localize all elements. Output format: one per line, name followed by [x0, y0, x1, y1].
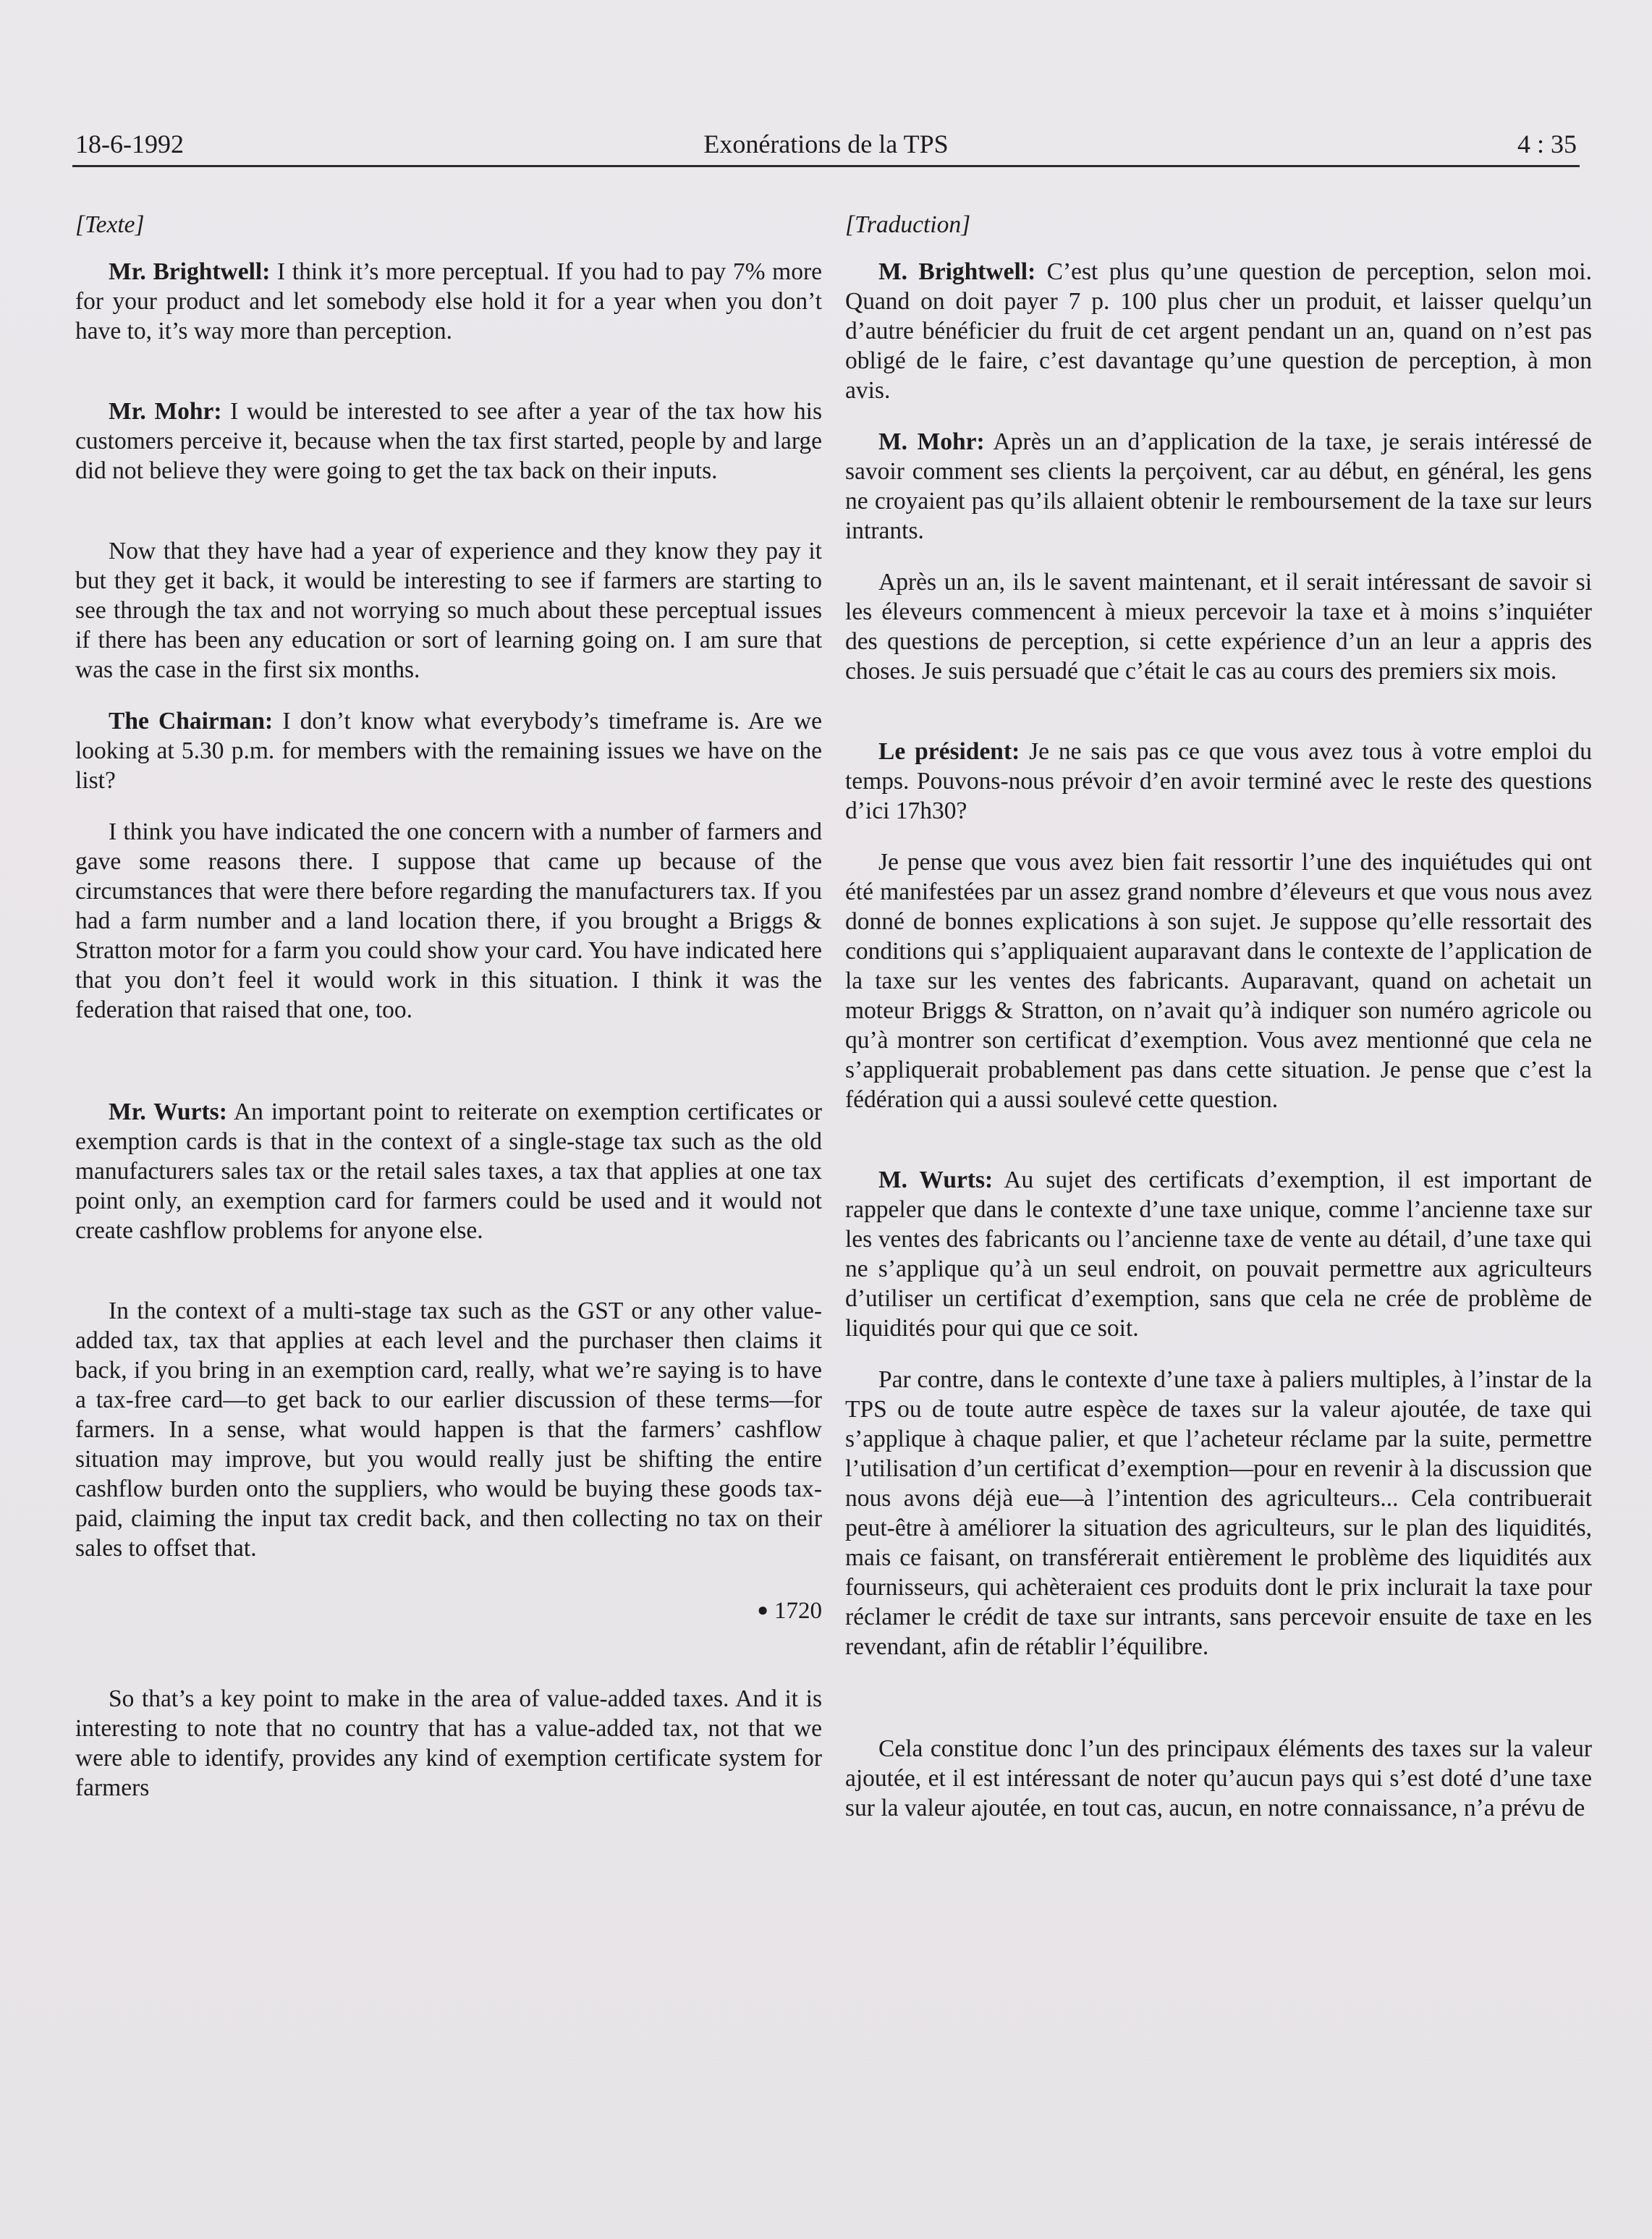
paragraph: So that’s a key point to make in the area of value-added taxes. And it is interesting to note that no country that has a value-added tax, not that we were able to identify, provides any kind of exemption certificate system for farmers — [75, 1685, 822, 1801]
paragraph-text: I don’t know what everybody’s timeframe is. Are we looking at 5.30 p.m. for members with the remaining issues we have on the list? — [75, 708, 822, 794]
speaker-name: Mr. Wurts: — [109, 1099, 227, 1125]
paragraph — [75, 706, 822, 795]
french-column — [845, 210, 1592, 1845]
speaker-name: M. Brightwell: — [878, 258, 1036, 285]
paragraph-text: I would be interested to see after a year of the tax how his customers perceive it, because when the tax first started, people by and large did not believe they were going to get the tax back on their inputs. — [75, 398, 823, 484]
paragraph — [845, 257, 1592, 405]
paragraph-text: Je ne sais pas ce que vous avez tous à votre emploi du temps. Pouvons-nous prévoir d’en avoir terminé avec le reste des questions d’ici 17h30? — [845, 738, 1592, 824]
paragraph: I think you have indicated the one concern with a number of farmers and gave some reasons there. I suppose that came up because of the circumstances that were there before regarding the manufacturers tax. If you had a farm number and a land location there, if you brought a Briggs & Stratton motor for a farm you could show your card. You have indicated here that you don’t feel it would work in this situation. I think it was the federation that raised that one, too. — [75, 818, 822, 1023]
paragraph — [75, 257, 822, 346]
paragraph — [845, 737, 1592, 826]
column-label-traduction: [Traduction] — [845, 211, 971, 238]
paragraph — [75, 397, 822, 486]
speaker-name: Le président: — [878, 738, 1020, 765]
bullet-icon: ● — [757, 1599, 768, 1620]
paragraph-text: I think it’s more perceptual. If you had to pay 7% more for your product and let somebody else hold it for a year when you don’t have to, it’s way more than perception. — [75, 258, 822, 344]
english-column — [75, 210, 822, 1824]
speaker-name: Mr. Mohr: — [109, 398, 222, 425]
paragraph: Par contre, dans le contexte d’une taxe à paliers multiples, à l’instar de la TPS ou de toute autre espèce de taxes sur la valeur ajoutée, de taxe qui s’applique à chaque palier, et que l’acheteur réclame par la suite, permettre l’utilisation d’un certificat d’exemption—pour en revenir à la discussion que nous avons déjà eue—à l’intention des agriculteurs... Cela contribuerait peut-être à améliorer la situation des agriculteurs, sur le plan des liquidités, mais ce faisant, on transférerait entièrement le problème des liquidités aux fournisseurs, qui achèteraient ces produits dont le prix inclurait la taxe pour réclamer le crédit de taxe sur intrants, sans percevoir ensuite de taxe en les revendant, afin de rétablir l’équilibre. — [845, 1366, 1592, 1660]
header-title: Exonérations de la TPS — [703, 130, 949, 158]
column-label-texte: [Texte] — [75, 211, 145, 238]
running-header — [72, 122, 1580, 167]
header-date: 18-6-1992 — [75, 130, 184, 158]
speaker-name: M. Wurts: — [878, 1167, 994, 1193]
paragraph-text: An important point to reiterate on exemption certificates or exemption cards is that in the context of a single-stage tax such as the old manufacturers sales tax or the retail sales taxes, a tax that applies at one tax point only, an exemption card for farmers could be used and it would not create cashflow problems for anyone else. — [75, 1099, 823, 1244]
paragraph: Now that they have had a year of experience and they know they pay it but they get it back, it would be interesting to see if farmers are starting to see through the tax and not worrying so much about these perceptual issues if there has been any education or sort of learning going on. I am sure that was the case in the first six months. — [75, 538, 822, 683]
paragraph-text: Au sujet des certificats d’exemption, il est important de rappeler que dans le contexte d’une taxe unique, comme l’ancienne taxe sur les ventes des fabricants ou l’ancienne taxe de vente au détail, d’une taxe qui ne s’applique qu’à un seul endroit, on pouvait permettre aux agriculteurs d’utiliser un certificat d’exemption, sans que cela ne crée de problème de liquidités pour qui que ce soit. — [845, 1167, 1592, 1342]
paragraph-text: Après un an d’application de la taxe, je serais intéressé de savoir comment ses clients la perçoivent, car au début, en général, les gens ne croyaient pas qu’ils allaient obtenir le remboursement de la taxe sur leurs intrants. — [845, 428, 1592, 544]
header-page-number: 4 : 35 — [1517, 130, 1577, 158]
speaker-name: M. Mohr: — [878, 428, 985, 455]
paragraph — [845, 1165, 1592, 1343]
speaker-name: The Chairman: — [109, 708, 274, 735]
paragraph — [845, 427, 1592, 546]
paragraph-text: C’est plus qu’une question de perception, selon moi. Quand on doit payer 7 p. 100 plus cher un produit, et laisser quelqu’un d’autre bénéficier du fruit de cet argent pendant un an, quand on n’est pas obligé de le faire, c’est davantage qu’une question de perception, à mon avis. — [845, 258, 1592, 404]
paragraph: Après un an, ils le savent maintenant, et il serait intéressant de savoir si les éleveurs commencent à mieux percevoir la taxe et à moins s’inquiéter des questions de perception, si cette expérience d’un an leur a appris des choses. Je suis persuadé que c’était le cas au cours des premiers six mois. — [845, 569, 1592, 685]
paragraph: Cela constitue donc l’un des principaux éléments des taxes sur la valeur ajoutée, et il est intéressant de noter qu’aucun pays qui s’est doté d’une taxe sur la valeur ajoutée, en tout cas, aucun, en notre connaissance, n’a prévu de — [845, 1735, 1592, 1821]
paragraph: Je pense que vous avez bien fait ressortir l’une des inquiétudes qui ont été manifestées par un assez grand nombre d’éleveurs et que vous nous avez donné de bonnes explications à son sujet. Je suppose qu’elle ressortait des conditions qui s’appliquaient auparavant dans le contexte de l’application de la taxe sur les ventes des fabricants. Auparavant, quand on achetait un moteur Briggs & Stratton, on n’avait qu’à indiquer son numéro agricole ou qu’à montrer son certificat d’exemption. Vous avez mentionné que cela ne s’appliquerait probablement pas dans cette situation. Je pense que c’est la fédération qui a aussi soulevé cette question. — [845, 849, 1592, 1113]
time-marker: ● 1720 — [757, 1598, 822, 1624]
paragraph: In the context of a multi-stage tax such as the GST or any other value-added tax, tax that applies at each level and the purchaser then claims it back, if you bring in an exemption card, really, what we’re saying is to have a tax-free card—to get back to our earlier discussion of these terms—for farmers. In a sense, what would happen is that the farmers’ cashflow situation may improve, but you would really just be shifting the entire cashflow burden onto the suppliers, who would be buying these goods tax-paid, claiming the input tax credit back, and then collecting no tax on their sales to offset that. — [75, 1298, 822, 1562]
speaker-name: Mr. Brightwell: — [109, 258, 271, 285]
paragraph — [75, 1097, 822, 1245]
